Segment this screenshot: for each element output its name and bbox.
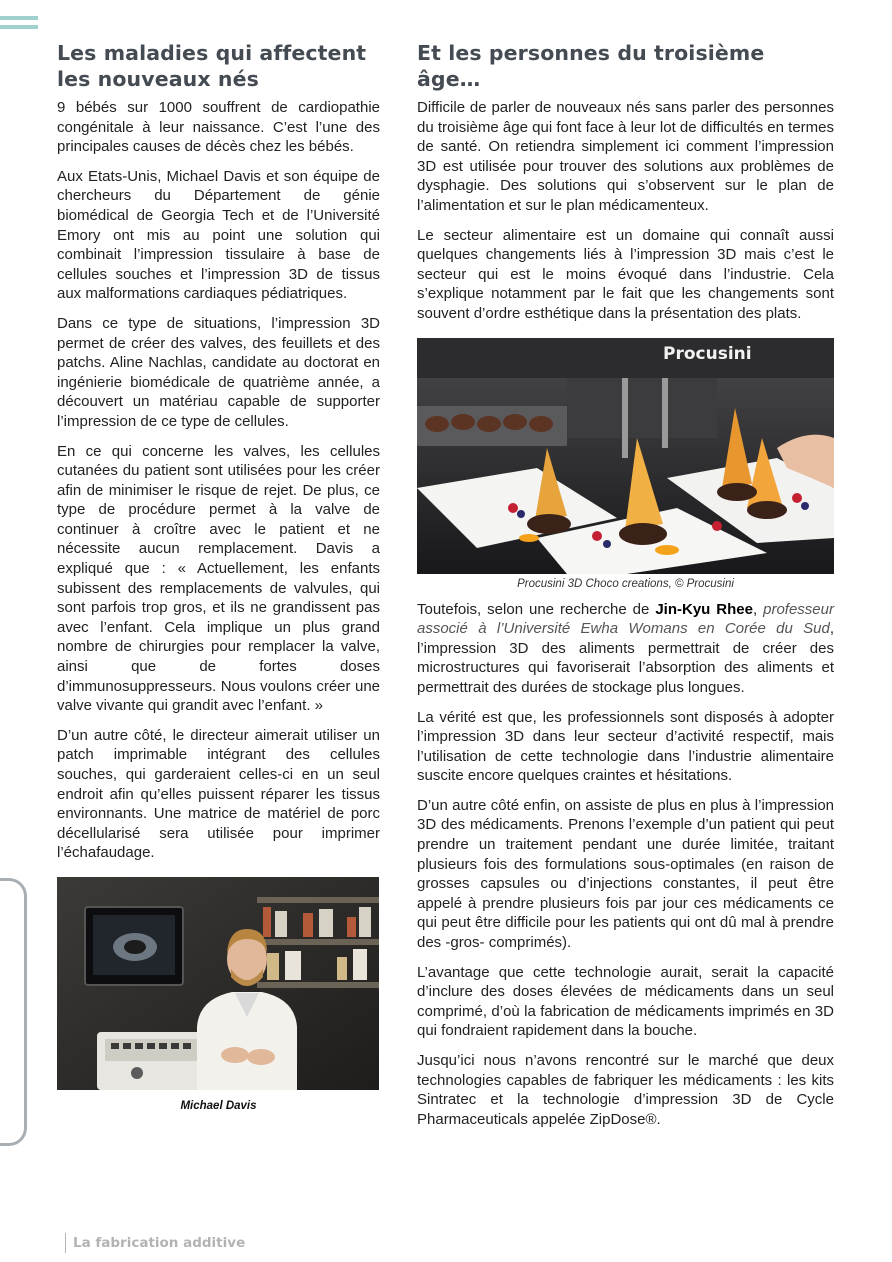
decorative-bracket — [0, 878, 27, 1146]
decorative-bar-top-2 — [0, 25, 38, 29]
procusini-photo — [417, 338, 834, 574]
research-author: Jin-Kyu Rhee — [655, 600, 753, 618]
lab-portrait-illustration — [57, 877, 379, 1090]
research-affiliation: professeur associé à l’Université Ewha Womans en Corée du Sud — [417, 600, 834, 638]
right-paragraph-research — [417, 600, 834, 698]
decorative-bar-top — [0, 16, 38, 20]
right-column — [417, 40, 834, 1139]
michael-davis-caption: Michael Davis — [180, 1099, 257, 1112]
right-paragraph-1: Difficile de parler de nouveaux nés sans parler des personnes du troisième âge qui font face à leur lot de difficultés en termes de santé. On retiendra simplement ici comment l’impression 3D est utilisée pour trouver des solutions aux problèmes de dysphagie. Des solutions qui s’observent sur le plan de l’alimentation et sur le plan médicamenteux. — [417, 99, 834, 214]
left-paragraph-1: 9 bébés sur 1000 souffrent de cardiopathie congénitale à leur naissance. C’est l’une des principales causes de décès chez les bébés. — [57, 99, 380, 156]
left-column — [57, 40, 380, 1122]
left-paragraph-3: Dans ce type de situations, l’impression 3D permet de créer des valves, des feuillets et des patchs. Aline Nachlas, candidate au doctorat en ingénierie biomédicale de quatrième année, a découvert un matériau capable de supporter l’impression de ce type de cellules. — [57, 314, 380, 430]
michael-davis-photo — [57, 877, 379, 1090]
research-comma: , — [752, 600, 758, 618]
research-rest: , l’impression 3D des aliments permettrait de créer des microstructures qui favoriserait l’absorption des aliments et permettrait des durées de stockage plus longues. — [417, 620, 834, 696]
right-section-title: Et les personnes du troisième âge… — [417, 41, 765, 91]
research-intro: Toutefois, selon une recherche de — [417, 600, 656, 618]
right-paragraph-7: Jusqu’ici nous n’avons rencontré sur le marché que deux technologies capables de fabriquer les médicaments : les kits Sintratec et la technologie d’impression 3D de Cycle Pharmaceuticals appelée ZipDose®. — [417, 1052, 834, 1128]
right-paragraph-6: L’avantage que cette technologie aurait, serait la capacité d’inclure des doses élevées de médicaments dans un seul comprimé, d’où la fabrication de médicaments imprimés en 3D qui fondraient rapidement dans la bouche. — [417, 963, 834, 1040]
left-section-title: Les maladies qui affectent les nouveaux nés — [57, 41, 367, 91]
left-paragraph-5: D’un autre côté, le directeur aimerait utiliser un patch imprimable intégrant des cellules souches, qui garderaient celles-ci en un seul endroit afin qu’elles puissent réparer les tissus environnants. Une matrice de matériel de porc décellularisé sera utilisée pour imprimer l’échafaudage. — [57, 726, 380, 862]
right-paragraph-5: D’un autre côté enfin, on assiste de plus en plus à l’impression 3D des médicaments. Prenons l’exemple d’un patient qui peut prendre un traitement pendant une durée limitée, traitant plusieurs fois des formulations sous-optimales (en raison de grosses capsules ou d’injections constantes, il peut être appelé à prendre plusieurs fois par jour ces médicaments ce qui peut être difficile pour les patients qui ont dû mal à prendre des -gros- comprimés). — [417, 796, 834, 952]
right-paragraph-4: La vérité est que, les professionnels sont disposés à adopter l’impression 3D dans leur secteur d’activité respectif, mais l’utilisation de cette technologie dans l’industrie alimentaire suscite encore quelques craintes et hésitations. — [417, 708, 834, 785]
choco-creations-illustration — [417, 338, 834, 574]
footer-section-label: La fabrication additive — [65, 1233, 245, 1253]
right-paragraph-2: Le secteur alimentaire est un domaine qui connaît aussi quelques changements liés à l’impression 3D mais c’est le secteur qui est le moins évoqué dans l’industrie. Cela s’explique notamment par le fait que les changements sont souvent d’ordre esthétique dans la présentation des plats. — [417, 226, 834, 322]
left-paragraph-2: Aux Etats-Unis, Michael Davis et son équipe de chercheurs du Département de génie biomédical de Georgia Tech et de l’Université Emory ont mis au point une solution qui combinait l’impression tissulaire à base de cellules souches et l’impression 3D de tissus aux malformations cardiaques pédiatriques. — [57, 167, 380, 303]
procusini-logo: Procusini — [663, 343, 752, 364]
procusini-caption: Procusini 3D Choco creations, © Procusini — [517, 577, 734, 590]
left-paragraph-4: En ce qui concerne les valves, les cellules cutanées du patient sont utilisées pour les créer afin de minimiser le risque de rejet. De plus, ce type de procédure permet à la valve de continuer à croître avec le patient et ne nécessite aucun remplacement. Davis a expliqué que : « Actuellement, les enfants subissent des remplacements de valvules, qui sont parfois trop gros, et ils ne grandissent pas avec l’enfant. Cela implique un plus grand nombre de chirurgies pour remplacer la valve, ainsi que de fortes doses d’immunosuppresseurs. Nous voulons créer une valve vivante qui grandit avec l’enfant. » — [57, 442, 380, 715]
